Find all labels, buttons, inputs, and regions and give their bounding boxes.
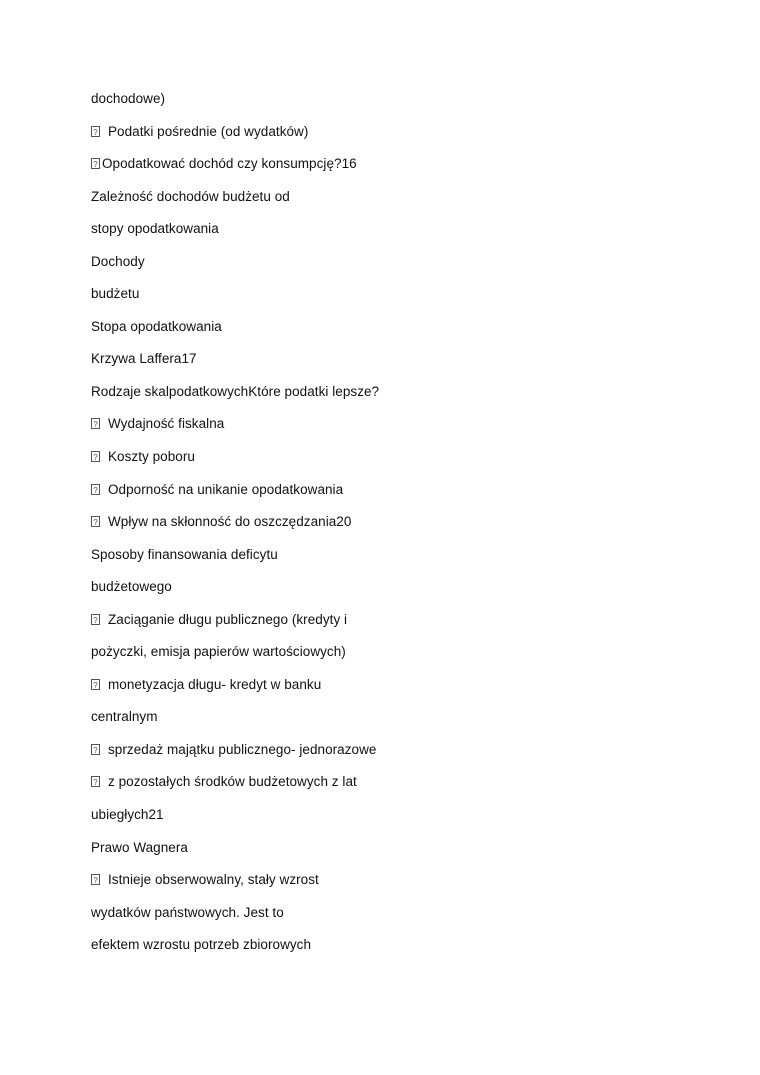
missing-glyph-bullet-icon	[91, 126, 100, 137]
line-text: Zaciąganie długu publicznego (kredyty i	[108, 611, 348, 627]
text-line	[91, 317, 711, 350]
line-text: Wydajność fiskalna	[108, 416, 225, 432]
line-text: wydatków państwowych. Jest to	[91, 904, 284, 920]
text-line	[91, 89, 711, 122]
line-text: Sposoby finansowania deficytu	[91, 546, 278, 562]
missing-glyph-bullet-icon	[91, 744, 100, 755]
text-line	[91, 545, 711, 578]
missing-glyph-bullet-icon	[91, 418, 100, 429]
text-line	[91, 382, 711, 415]
text-line	[91, 577, 711, 610]
text-line	[91, 707, 711, 740]
line-text: efektem wzrostu potrzeb zbiorowych	[91, 937, 312, 953]
missing-glyph-bullet-icon	[91, 776, 100, 787]
line-text: z pozostałych środków budżetowych z lat	[108, 774, 357, 790]
text-line	[91, 935, 711, 968]
line-text: Odporność na unikanie opodatkowania	[108, 481, 344, 497]
bullet-line	[91, 512, 711, 545]
bullet-line	[91, 122, 711, 155]
bullet-line	[91, 447, 711, 480]
missing-glyph-bullet-icon	[91, 158, 100, 169]
text-line	[91, 805, 711, 838]
missing-glyph-bullet-icon	[91, 679, 100, 690]
line-text: Stopa opodatkowania	[91, 318, 222, 334]
line-text: Wpływ na skłonność do oszczędzania20	[108, 514, 352, 530]
bullet-line	[91, 610, 711, 643]
text-line	[91, 219, 711, 252]
line-text: stopy opodatkowania	[91, 221, 219, 237]
bullet-line	[91, 480, 711, 513]
line-text: Koszty poboru	[108, 449, 195, 465]
text-line	[91, 903, 711, 936]
text-line	[91, 284, 711, 317]
line-text: pożyczki, emisja papierów wartościowych)	[91, 644, 346, 660]
text-lines	[91, 89, 711, 968]
line-text: centralnym	[91, 709, 158, 725]
missing-glyph-bullet-icon	[91, 484, 100, 495]
missing-glyph-bullet-icon	[91, 614, 100, 625]
line-text: Prawo Wagnera	[91, 839, 188, 855]
bullet-line	[91, 870, 711, 903]
line-text: Podatki pośrednie (od wydatków)	[108, 123, 309, 139]
bullet-line	[91, 154, 711, 187]
line-text: dochodowe)	[91, 91, 166, 106]
line-text: budżetu	[91, 286, 140, 302]
line-text: Krzywa Laffera17	[91, 351, 197, 367]
bullet-line	[91, 772, 711, 805]
line-text: Dochody	[91, 253, 145, 269]
text-line	[91, 642, 711, 675]
text-line	[91, 187, 711, 220]
line-text: sprzedaż majątku publicznego- jednorazowe	[108, 741, 377, 757]
line-text: Rodzaje skalpodatkowychKtóre podatki lepsze?	[91, 383, 380, 399]
missing-glyph-bullet-icon	[91, 516, 100, 527]
bullet-line	[91, 740, 711, 773]
line-text: Istnieje obserwowalny, stały wzrost	[108, 872, 319, 888]
missing-glyph-bullet-icon	[91, 874, 100, 885]
bullet-line	[91, 414, 711, 447]
line-text: Zależność dochodów budżetu od	[91, 188, 290, 204]
line-text: monetyzacja długu- kredyt w banku	[108, 676, 322, 692]
text-line	[91, 252, 711, 285]
line-text: ubiegłych21	[91, 807, 164, 823]
line-text: budżetowego	[91, 579, 172, 595]
text-line	[91, 838, 711, 871]
missing-glyph-bullet-icon	[91, 451, 100, 462]
text-line	[91, 349, 711, 382]
line-text: Opodatkować dochód czy konsumpcję?16	[102, 156, 357, 172]
bullet-line	[91, 675, 711, 708]
